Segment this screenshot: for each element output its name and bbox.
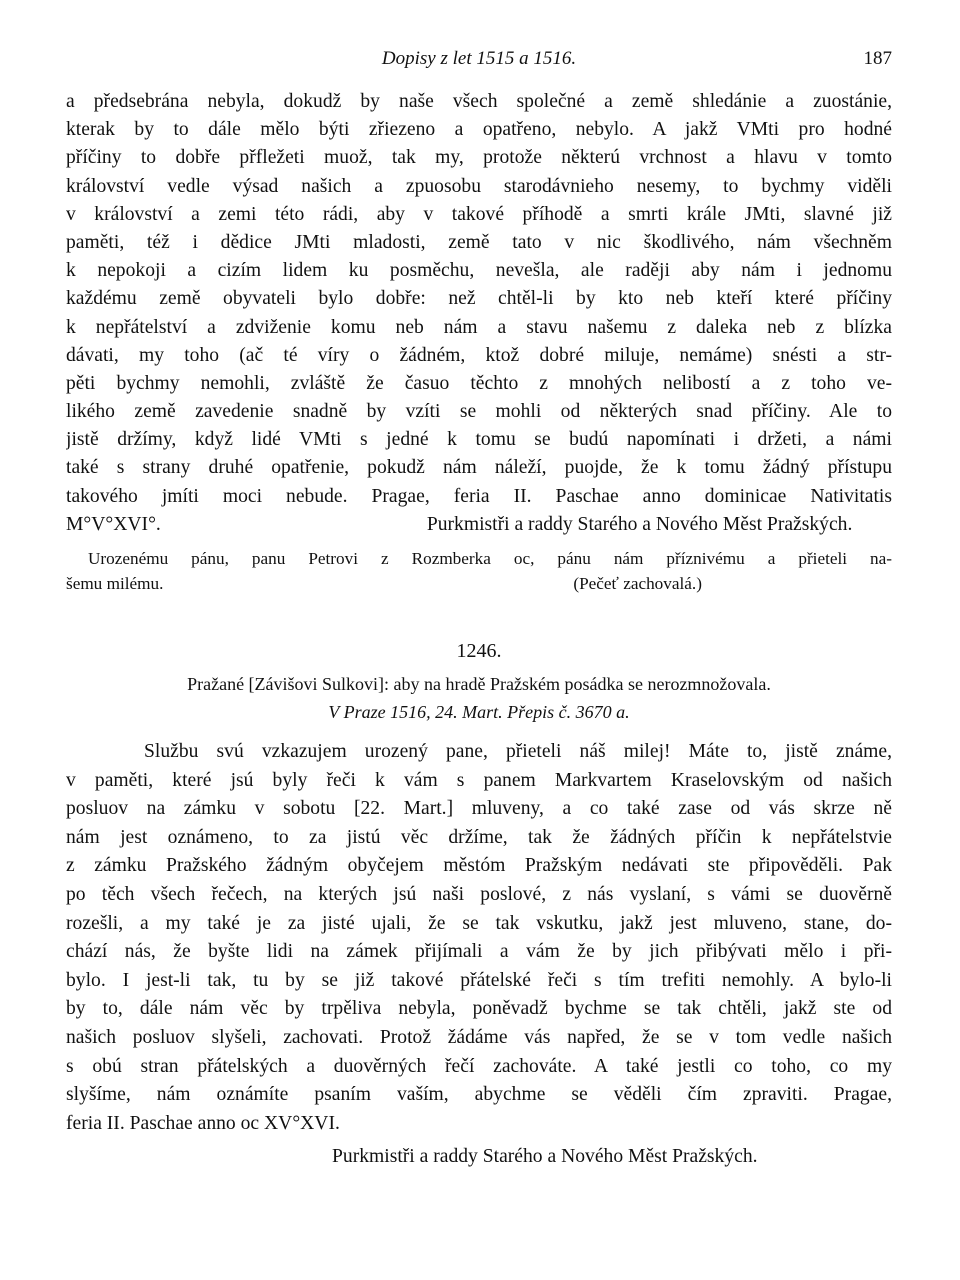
text-line: v království a zemi této rádi, aby v takové příhodě a smrti krále JMti, slavné již bbox=[66, 203, 892, 225]
text-line: s obú stran přátelských a duověrných řečí zachováte. A také jestli co toho, co my bbox=[66, 1055, 892, 1077]
text-line: slyšíme, nám oznámíte psaním vaším, abychme se věděli čím zpraviti. Pragae, bbox=[66, 1084, 892, 1106]
text-line: paměti, též i dědice JMti mladosti, země tato v nic škodlivého, nám všechněm bbox=[66, 231, 892, 253]
text-line: jistě držímy, když lidé VMti s jedné k tomu se budú napomínati i držeti, a námi bbox=[66, 429, 892, 451]
page-header bbox=[66, 44, 892, 74]
text-line: nám jest oznámeno, to za jistú věc držíme, tak že žádných příčin k nepřátelstvie bbox=[66, 826, 892, 848]
text-line: bylo. I jest-li tak, tu by se již takové přátelské řeči s tím trefiti nemohly. A bylo-li bbox=[66, 969, 892, 991]
address-block bbox=[66, 547, 892, 596]
letter-2-body bbox=[66, 738, 892, 1138]
text-line: z zámku Pražského žádným obyčejem městóm Pražským nedávati ste připověděli. Pak bbox=[66, 855, 892, 877]
address-seal-line bbox=[66, 572, 892, 597]
signature: Purkmistři a raddy Starého a Nového Měst Pražských. bbox=[426, 513, 853, 535]
text-line: k nepřátelství a zdviženie komu neb nám a stavu našemu z daleka neb z blízka bbox=[66, 316, 892, 338]
text-line: by to, dále nám věc by trpěliva nebyla, poněvadž bychme se tak chtěli, jakž ste od bbox=[66, 998, 892, 1020]
text-line: posluov na zámku v sobotu [22. Mart.] mluveny, a co také zase od vás skrze ně bbox=[66, 798, 892, 820]
text-line: chází nás, že byšte lidi na zámek přijímali a vám že by jich přibývati mělo i při- bbox=[66, 941, 892, 963]
page-number: 187 bbox=[863, 48, 892, 69]
text-line: Službu svú vzkazujem urozený pane, přieteli náš milej! Máte to, jistě známe, bbox=[144, 741, 892, 762]
running-title: Dopisy z let 1515 a 1516. bbox=[381, 48, 577, 69]
address-line: Urozenému pánu, panu Petrovi z Rozmberka oc, pánu nám příznivému a přieteli na- bbox=[88, 549, 892, 568]
document-source: V Praze 1516, 24. Mart. Přepis č. 3670 a. bbox=[328, 702, 630, 722]
text-line: takového jmíti moci nebude. Pragae, feria II. Paschae anno dominicae Nativitatis bbox=[66, 485, 892, 507]
signature-2: Purkmistři a raddy Starého a Nového Měst Pražských. bbox=[332, 1146, 758, 1168]
document-title: Pražané [Závišovi Sulkovi]: aby na hradě Pražském posádka se nerozmnožovala. bbox=[187, 674, 771, 694]
book-page bbox=[66, 44, 892, 1168]
text-line: k nepokoji a cizím lidem ku posměchu, nevešla, ale raději aby nám i jednomu bbox=[66, 260, 892, 282]
text-line: království vedle výsad našich a zpuosobu starodávnieho nesemy, to bychmy viděli bbox=[66, 175, 892, 197]
text-line: feria II. Paschae anno oc XV°XVI. bbox=[66, 1112, 340, 1134]
text-line: našich posluov slyšeli, zachovati. Protož žádáme vás napřed, že se v tom vedle našich bbox=[66, 1026, 892, 1048]
text-line: kterak by to dále mělo býti zřiezeno a opatřeno, nebylo. A jakž VMti pro hodné bbox=[66, 119, 892, 141]
text-line: dávati, my toho (ač té víry o žádném, ktož dobré miluje, nemáme) snésti a str- bbox=[66, 344, 892, 366]
date-signature-line bbox=[66, 511, 892, 539]
document-number: 1246. bbox=[456, 640, 502, 662]
text-line: likého země zavedenie snadně by vzíti se mohli od některých snad příčiny. Ale to bbox=[66, 401, 892, 423]
text-line: také s strany druhé opatřenie, pokudž nám náleží, puojde, že k tomu žádný přístupu bbox=[66, 457, 892, 479]
text-line: rozešli, a my také je za jisté ujali, že se tak vskutku, jakž jest mluveno, stane, do- bbox=[66, 912, 892, 934]
text-line: v paměti, které jsú byly řeči k vám s panem Markvartem Kraselovským od našich bbox=[66, 769, 892, 791]
seal-note: (Pečeť zachovalá.) bbox=[573, 573, 702, 593]
letter-1-body bbox=[66, 88, 892, 539]
text-line: pěti bychmy nemohli, zvláště že časuo těchto z mnohých nelibostí a z toho ve- bbox=[66, 372, 892, 394]
address-line: šemu milému. bbox=[66, 573, 164, 593]
text-line: příčiny to dobře přfležeti muož, tak my, protože některú vrchnost a hlavu v tomto bbox=[66, 147, 892, 169]
text-line: každému země obyvateli bylo dobře: než chtěl-li by kto neb kteří které příčiny bbox=[66, 288, 892, 310]
text-line: po těch všech řečech, na kterých jsú naši poslové, z nás vyslaní, s vámi se duověrně bbox=[66, 883, 892, 905]
date-end: M°V°XVI°. bbox=[66, 513, 161, 535]
text-line: a předsebrána nebyla, dokudž by naše všech společné a země shledánie a zuostánie, bbox=[66, 91, 892, 112]
